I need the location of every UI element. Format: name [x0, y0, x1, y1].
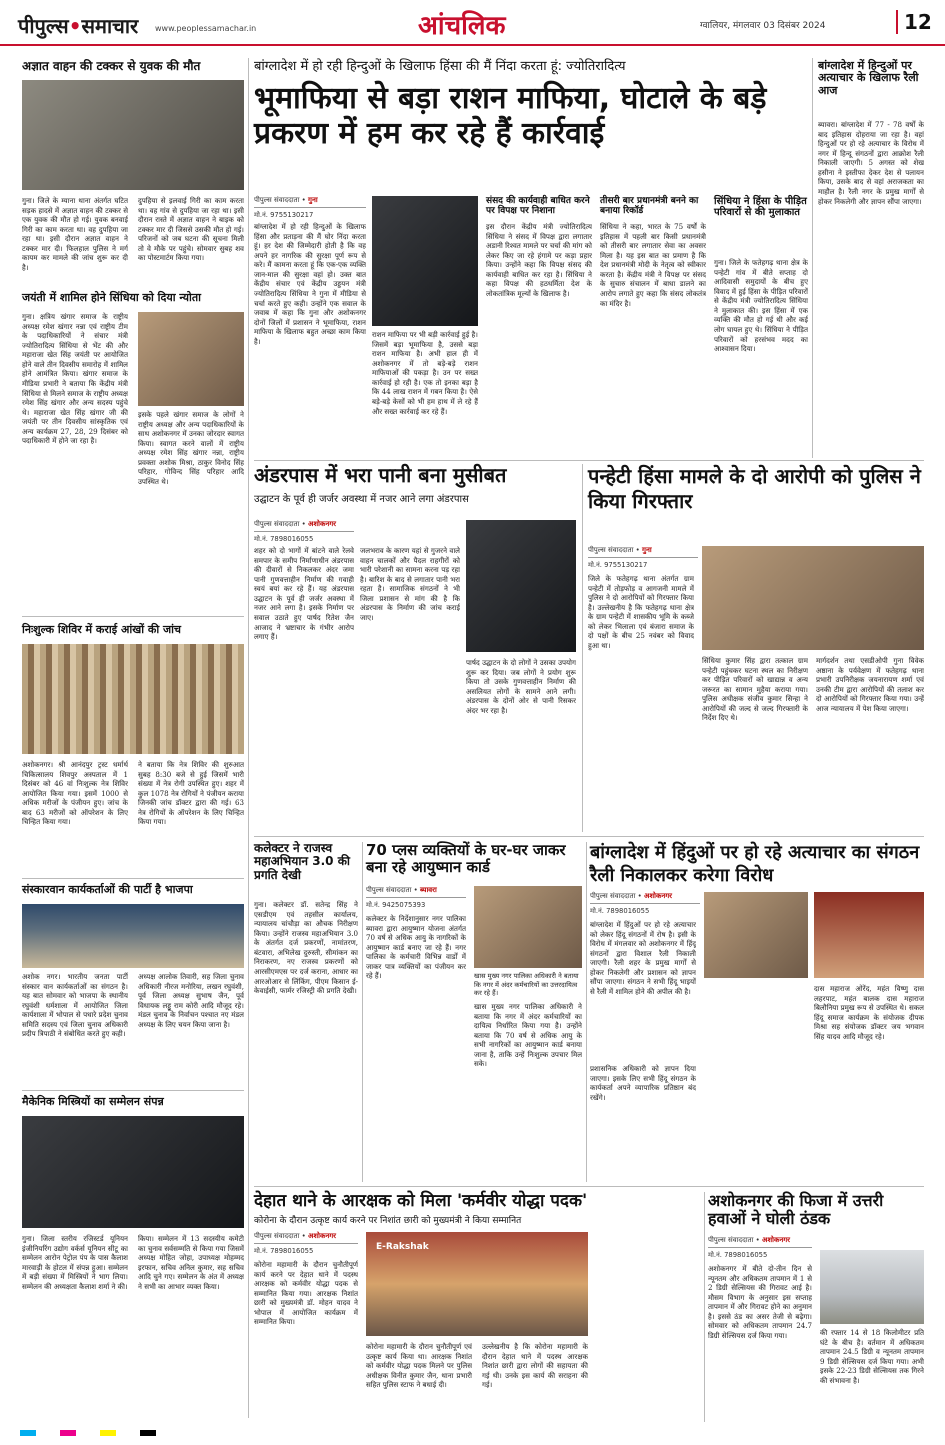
underpass-body-2: जलभराव के कारण यहां से गुजरने वाले वाहन चालकों और पैदल राहगीरों को भारी परेशानी का सामना करना पड़ रहा है। बारिश के बाद से लगातार पानी भरा रहता है। सामाजिक संगठनों ने भी जिला प्रशासन से मांग की है कि अंडरपास के निर्माण की जांच कराई जाए। — [360, 546, 460, 622]
r1-headline: बांग्लादेश में हिन्दुओं पर अत्याचार के खिलाफ रैली आज — [818, 59, 919, 97]
column-rule — [812, 58, 813, 458]
arrest-photo — [702, 546, 924, 650]
divider — [22, 878, 244, 879]
divider — [254, 1186, 924, 1187]
ayushman-photo — [474, 886, 582, 968]
ayushman-article — [366, 842, 582, 1182]
byline-text: पीपुल्स संवाददाता — [590, 892, 636, 900]
right-column-top — [818, 58, 924, 458]
swatch — [100, 1430, 116, 1436]
divider — [22, 1090, 244, 1091]
swatch — [60, 1430, 76, 1436]
cold-body-2: की रफ्तार 14 से 18 किलोमीटर प्रति घंटे के बीच है। वर्तमान में अधिकतम तापमान 24.5 डिग्री व न्यूनतम तापमान 9 डिग्री सेल्सियस दर्ज किया गया। अभी इसके 22-23 डिग्री सेल्सियस तक गिरने की संभावना है। — [820, 1328, 924, 1385]
medal-photo — [366, 1232, 588, 1336]
a5-photo — [22, 1116, 244, 1228]
panheti-byline: पीपुल्स संवाददाता • गुना — [588, 546, 698, 558]
a1-body-2: दुपहिया से इलवाई गिरी का काम करता था। वह गांव से दुपहिया जा रहा था। इसी दौरान रास्ते में अज्ञात वाहन ने बाइक को टक्कर मार दी जिससे उसकी मौत हो गई। परिजनों को जब घटना की सूचना मिली तो वे मौके पर पहुंचे। सोमवार सुबह शव का पोस्टमार्टम किया गया। — [138, 196, 244, 263]
underpass-body-3: पार्षद उद्घाटन के दो लोगों ने उसका उपयोग शुरू कर दिया। जब लोगों ने प्रयोग शुरू किया तो उसके गुणवत्ताहीन निर्माण की असलियत लोगों के सामने आने लगी। अंडरपास के दोनों ओर से पानी रिसकर अंदर भर रहा है। — [466, 658, 576, 715]
logo-right: समाचार — [81, 14, 139, 38]
swatch — [20, 1430, 36, 1436]
byline-text: पीपुल्स संवाददाता — [254, 196, 300, 204]
column-rule — [582, 464, 583, 832]
a5-headline: मैकेनिक मिस्त्रियों का सम्मेलन संपन्न — [22, 1095, 164, 1108]
sub2-headline: तीसरी बार प्रधानमंत्री बनने का बनाया रिकॉर्ड — [600, 196, 699, 217]
column-rule — [362, 842, 363, 1182]
byline-place: गुना — [308, 196, 318, 204]
website[interactable]: www.peoplessamachar.in — [155, 24, 257, 33]
a5-body-2: किया। सम्मेलन में 13 सदस्यीय कमेटी का चुनाव सर्वसम्मति से किया गया जिसमें अध्यक्ष मोहित जोहा, उपाध्यक्ष मोहम्मद इरफान, सचिव अनिल कुमार, सह सचिव आदि चुने गए। सम्मेलन के अंत में अध्यक्ष ने सभी का आभार व्यक्त किया। — [138, 1234, 244, 1291]
medal-body-2: कोरोना महामारी के दौरान चुनौतीपूर्ण एवं उत्कृष्ट कार्य किया था। आरक्षक निशांत को कर्मवीर योद्धा पदक मिलने पर पुलिस अधीक्षक विनीत कुमार जैन, थाना प्रभारी सहित पुलिस स्टाफ ने बधाई दी। — [366, 1342, 472, 1390]
underpass-mobile: मो.नं. 7898016055 — [254, 535, 314, 543]
ayushman-caption: खास मुख्य नगर पालिका अधिकारी ने बताया कि नगर में अंदर कर्मचारियों का उत्तरदायित्व कर रहे हैं। — [474, 972, 579, 998]
divider — [22, 616, 244, 617]
panheti-body-1: जिले के फतेहगढ़ थाना अंतर्गत ग्राम पन्हेटी में तोड़फोड़ व आगजनी मामले में पुलिस ने दो आरोपियों को गिरफ्तार किया है। उल्लेखनीय है कि फतेहगढ़ थाना क्षेत्र के ग्राम पन्हेटी में शासकीय भूमि के कब्जे को लेकर भिलाला एवं बंजारा समाज के दो पक्षों के बीच 25 नवंबर को विवाद हुआ था। — [588, 574, 694, 650]
byline-text: पीपुल्स संवाददाता — [254, 1232, 300, 1240]
a2-body: गुना। क्षत्रिय खंगार समाज के राष्ट्रीय अध्यक्ष रमेश खंगार नन्ना एवं राष्ट्रीय टीम के पदाधिकारियों ने संचार मंत्री ज्योतिरादित्य सिंधिया से भेंट की और महाराजा खेत सिंह जयंती पर आयोजित होने वाले तीन दिवसीय समारोह में शामिल होने आमंत्रित किया। खंगार समाज के मीडिया प्रभारी ने बताया कि केंद्रीय मंत्री सिंधिया से मिलने समाज के राष्ट्रीय अध्यक्ष रमेश सिंह खंगार और अन्य सदस्य पहुंचे थे। महाराजा खेत सिंह खंगार जी की जयंती पर तीन दिवसीय सांस्कृतिक एवं अन्य कार्यक्रम 27, 28, 29 दिसंबर को पदाधिकारी में होने जा रहा है। — [22, 312, 128, 446]
r2-headline: सिंधिया ने हिंसा के पीड़ित परिवारों से की मुलाकात — [714, 196, 807, 219]
rally-body-3: दास महाराज ओरेंद, महंत विष्णु दास लहरपाट, महंत बालक दास महाराज बिलौनिया प्रमुख रूप से उपस्थित थे। सकल हिंदू समाज कार्यक्रम के संयोजक दीपक मिश्रा सह संयोजक डॉक्टर जय भगवान सिंह यादव आदि मौजूद रहे। — [814, 984, 924, 1041]
banner-headline: भूमाफिया से बड़ा राशन माफिया, घोटाले के बड़े प्रकरण में हम कर रहे हैं कार्रवाई — [254, 81, 767, 151]
byline-place: गुना — [642, 546, 652, 554]
left-column — [22, 58, 244, 1418]
column-rule — [704, 1192, 705, 1422]
rally-body-2: प्रशासनिक अधिकारी को ज्ञापन दिया जाएगा। इसके लिए सभी हिंदू संगठन के कार्यकर्ता अपने व्यापारिक प्रतिष्ठान बंद रखेंगे। — [590, 1064, 696, 1102]
sub1-body: इस दौरान केंद्रीय मंत्री ज्योतिरादित्य सिंधिया ने संसद में विपक्ष द्वारा लगातार अडानी रिश्वत मामले पर चर्चा की मांग को लेकर किए जा रहे हंगामे पर कड़ा प्रहार किया। उन्होंने कहा कि विपक्ष संसद की कार्यवाही बाधित कर रहा है। सिंधिया ने कहा विपक्ष की हठधर्मिता देश के लोकतांत्रिक मूल्यों के खिलाफ है। — [486, 222, 592, 298]
a1-photo — [22, 80, 244, 190]
byline-text: पीपुल्स संवाददाता — [254, 520, 300, 528]
ayushman-mobile: मो.नं. 9425075393 — [366, 901, 426, 909]
sub2-body: सिंधिया ने कहा, भारत के 75 वर्षों के इतिहास में पहली बार किसी प्रधानमंत्री को तीसरी बार लगातार सेवा का अवसर मिला है। यह इस बात का प्रमाण है कि देश प्रधानमंत्री मोदी के नेतृत्व को स्वीकार करता है। केंद्रीय मंत्री ने विपक्ष पर संसद के सुचारु संचालन में बाधा डालने का आरोप लगाते हुए कहा कि संसद लोकतंत्र का मंदिर है। — [600, 222, 706, 308]
medal-body-3: उल्लेखनीय है कि कोरोना महामारी के दौरान देहात थाने में पदस्थ आरक्षक निशांत छारी द्वारा लोगों की सहायता की गई थी। उनके इस कार्य की सराहना की गई। — [482, 1342, 588, 1390]
a4-photo — [22, 904, 244, 968]
panheti-mobile: मो.नं. 9755130217 — [588, 561, 648, 569]
collector-headline: कलेक्टर ने राजस्व महाअभियान 3.0 की प्रगति देखी — [254, 841, 351, 882]
banner-kicker: बांग्लादेश में हो रही हिन्दुओं के खिलाफ हिंसा की मैं निंदा करता हूं: ज्योतिरादित्य — [254, 59, 626, 74]
medal-byline: पीपुल्स संवाददाता • अशोकनगर — [254, 1232, 358, 1244]
underpass-headline: अंडरपास में भरा पानी बना मुसीबत — [254, 463, 507, 487]
banner-col1: बांग्लादेश में हो रही हिन्दुओं के खिलाफ हिंसा और प्रताड़ना की मैं घोर निंदा करता हूं। हर देश की जिम्मेदारी होती है कि वह अपने हर नागरिक की सुरक्षा पूर्ण रूप से करे। मैं कामना करता हूं कि एक-एक व्यक्ति जान-माल की सुरक्षा वहां हो। उक्त बात केंद्रीय संचार एवं केंद्रीय उड्डयन मंत्री ज्योतिरादित्य सिंधिया ने गुना में मीडिया से चर्चा करते हुए कही। उन्होंने एक सवाल के जवाब में कहा कि गुना और अशोकनगर दोनों जिलों में प्रशासन ने भूमाफिया, राशन माफिया के खिलाफ बहुत अच्छा काम किया है। — [254, 222, 366, 346]
ayushman-body-1: कलेक्टर के निर्देशानुसार नगर पालिका ब्यावरा द्वारा आयुष्मान योजना अंतर्गत 70 वर्ष से अधिक आयु के नागरिकों के आयुष्मान कार्ड बनाए जा रहे हैं। नगर पालिका के कर्मचारी विभिन्न वार्डों में जाकर पात्र व्यक्तियों का पंजीयन कर रहे हैं। — [366, 914, 466, 981]
a3-body-2: ने बताया कि नेत्र शिविर की शुरुआत सुबह 8:30 बजे से हुई जिसमें भारी संख्या में नेत्र रोगी उपस्थित हुए। शहर में कुल 1078 नेत्र रोगियों ने पंजीयन कराया जिनकी जांच डॉक्टर द्वारा की गई। 63 नेत्र रोगियों के ऑपरेशन के लिए चिन्हित किया गया। — [138, 760, 244, 827]
rally-body: बांग्लादेश में हिंदुओं पर हो रहे अत्याचार को लेकर हिंदू संगठनों में रोष है। इसी के विरोध में मंगलवार को अशोकनगर में हिंदू संगठनों द्वारा विशाल रैली निकाली जाएगी। रैली शहर के प्रमुख मार्गों से होकर निकलेगी और प्रशासन को ज्ञापन सौंपा जाएगा। संगठन ने सभी हिंदू भाइयों से रैली में शामिल होने की अपील की है। — [590, 920, 696, 996]
banner-mobile: मो.नं. 9755130217 — [254, 211, 314, 219]
cold-mobile: मो.नं. 7898016055 — [708, 1251, 768, 1259]
cold-article — [708, 1192, 924, 1422]
cold-byline: पीपुल्स संवाददाता • अशोकनगर — [708, 1236, 812, 1248]
dateline: ग्वालियर, मंगलवार 03 दिसंबर 2024 — [700, 21, 826, 31]
rally-photo-2 — [814, 892, 924, 978]
cold-headline: अशोकनगर की फिजा में उत्तरी हवाओं ने घोली ठंडक — [708, 1191, 884, 1228]
underpass-photo — [466, 520, 576, 652]
logo-left: पीपुल्स — [18, 14, 69, 38]
medal-article — [254, 1192, 706, 1422]
a2-caption: इसके पहले खंगार समाज के लोगों ने राष्ट्रीय अध्यक्ष और अन्य पदाधिकारियों के साथ अशोकनगर में उनका जोरदार स्वागत किया। स्वागत करने वालों में राष्ट्रीय अध्यक्ष रमेश सिंह खंगार नन्ना, राष्ट्रीय प्रवक्ता अशोक मिश्रा, ठाकुर विनोद सिंह परिहार, गोविन्द सिंह परिहार आदि उपस्थित थे। — [138, 410, 244, 486]
a1-headline: अज्ञात वाहन की टक्कर से युवक की मौत — [22, 59, 201, 73]
collector-article — [254, 842, 358, 1182]
byline-place: अशोकनगर — [762, 1236, 791, 1244]
divider — [254, 460, 924, 461]
column-rule — [586, 842, 587, 1182]
panheti-body-2: सिंधिया कुमार सिंह द्वारा तत्काल ग्राम पन्हेटी पहुंचकर घटना स्थल का निरीक्षण कर पीड़ित परिवारों को खाद्यान्न व अन्य जरूरत का सामान मुहैया कराया गया। पुलिस अधीक्षक संजीव कुमार सिन्हा ने आरोपियों की जल्द से जल्द गिरफ्तारी के निर्देश दिए थे। — [702, 656, 808, 723]
sub1-headline: संसद की कार्यवाही बाधित करने पर विपक्ष पर निशाना — [486, 196, 590, 217]
medal-sub: कोरोना के दौरान उत्कृष्ट कार्य करने पर निशांत छारी को मुख्यमंत्री ने किया सम्मानित — [254, 1216, 522, 1226]
swatch — [140, 1430, 156, 1436]
underpass-body-1: शहर को दो भागों में बांटने वाले रेलवे समपार के समीप निर्माणाधीन अंडरपास की दीवारों से निकलकर अंदर जमा पानी गुणवत्ताहीन निर्माण की गवाही स्वयं बयां कर रहे हैं। यह अंडरपास उद्घाटन के पूर्व ही जर्जर अवस्था में नजर आने लगा है। इसके निर्माण पर सवाल उठाते हुए पार्षद रितेश जैन आजाद ने भ्रष्टाचार के गंभीर आरोप लगाए हैं। — [254, 546, 354, 642]
cold-photo — [820, 1250, 924, 1324]
a3-headline: निःशुल्क शिविर में कराई आंखों की जांच — [22, 623, 181, 636]
a5-body: गुना। जिला स्तरीय रजिस्टर्ड यूनियन इंजीनियरिंग उद्योग वर्कर्स यूनियन सीटू का सम्मेलन आरोन पेट्रोल पंप के पास कैलाश मारवाड़ी के होटल में संपन्न हुआ। सम्मेलन में बड़ी संख्या में मिस्त्रियों ने भाग लिया। सम्मेलन की अध्यक्षता कैलाश शर्मा ने की। — [22, 1234, 128, 1291]
underpass-sub: उद्घाटन के पूर्व ही जर्जर अवस्था में नजर आने लगा अंडरपास — [254, 494, 469, 505]
minister-photo — [372, 196, 478, 326]
a3-body: अशोकनगर। श्री आनंदपुर ट्रस्ट धर्मार्थ चिकित्सालय शिवपुर अस्पताल में 1 दिसंबर को 46 वां निःशुल्क नेत्र शिविर आयोजित किया गया। इसमें 1000 से अधिक मरीजों के पंजीयन हुए। जांच के बाद 63 मरीजों को ऑपरेशन के लिए चिन्हित किया गया। — [22, 760, 128, 827]
medal-headline: देहात थाने के आरक्षक को मिला 'कर्मवीर योद्धा पदक' — [254, 1191, 588, 1211]
rally-photo-1 — [704, 892, 808, 978]
a4-body-2: अध्यक्ष आलोक तिवारी, सह जिला चुनाव अधिकारी नीरज मनोरिया, लखन रघुवंशी, पूर्व जिला अध्यक्ष सुभाष जैन, पूर्व विधायक लड्डू राम कोरी आदि मौजूद रहे। मंडल चुनाव के निर्वाचन पश्चात नए मंडल अध्यक्ष के लिए चयन किया जाना है। — [138, 972, 244, 1029]
collector-body: गुना। कलेक्टर डॉ. सतेन्द्र सिंह ने एसडीएम एवं तहसील कार्यालय, न्यायालय चांचौड़ा का औचक निरीक्षण किया। उन्होंने राजस्व महाअभियान 3.0 के अंतर्गत दर्ज प्रकरणों, नामांतरण, बंटवारा, अभिलेख दुरुस्ती, सीमांकन का निराकरण, नए राजस्व प्रकरणों को आरसीएमएस पर दर्ज कराना, आधार का आरओआर से लिंकिंग, पीएम किसान ई-केवाईसी, फार्मर रजिस्ट्री की प्रगति देखी। — [254, 900, 358, 996]
r2-body: गुना। जिले के फतेहगढ़ थाना क्षेत्र के पन्हेटी गांव में बीते सप्ताह दो आदिवासी समुदायों के बीच हुए विवाद में हुई हिंसा के पीड़ित परिवारों से केंद्रीय मंत्री ज्योतिरादित्य सिंधिया ने मुलाकात की। इस हिंसा में एक व्यक्ति की मौत हो गई थी और कई लोग घायल हुए थे। सिंधिया ने पीड़ित परिवारों को हरसंभव मदद का आश्वासन दिया। — [714, 258, 808, 354]
rally-byline: पीपुल्स संवाददाता • अशोकनगर — [590, 892, 700, 904]
a2-headline: जयंती में शामिल होने सिंधिया को दिया न्योता — [22, 291, 201, 304]
ayushman-body-2: खास मुख्य नगर पालिका अधिकारी ने बताया कि नगर में अंदर कर्मचारियों का दायित्व निर्धारित किया गया है। उन्होंने बताया कि 70 वर्ष से अधिक आयु के सभी नागरिकों का आयुष्मान कार्ड बनाया जाना है, ताकि उन्हें निःशुल्क उपचार मिल सके। — [474, 1002, 582, 1069]
column-rule — [248, 58, 249, 1418]
masthead — [0, 0, 945, 46]
byline-place: ब्यावरा — [420, 886, 437, 894]
a1-body: गुना। जिले के म्याना थाना अंतर्गत घटित सड़क हादसे में अज्ञात वाहन की टक्कर से एक युवक की मौत हो गई। युवक बनवाई गिरी का काम करता था। वह दुपहिया जा रहा था। इसी दौरान अज्ञात वाहन ने टक्कर मार दी। फिलहाल पुलिस ने मर्ग कायम कर मामले की जांच शुरू कर दी है। — [22, 196, 128, 272]
divider — [254, 836, 924, 837]
page-number: 12 — [896, 10, 932, 34]
a3-photo — [22, 644, 244, 754]
rally-headline: बांग्लादेश में हिंदुओं पर हो रहे अत्याचार का संगठन रैली निकालकर करेगा विरोध — [590, 842, 920, 886]
byline-place: अशोकनगर — [308, 1232, 337, 1240]
byline-place: अशोकनगर — [308, 520, 337, 528]
underpass-byline: पीपुल्स संवाददाता • अशोकनगर — [254, 520, 354, 532]
underpass-article — [254, 464, 576, 832]
logo — [18, 12, 138, 39]
cold-body: अशोकनगर में बीते दो-तीन दिन से न्यूनतम और अधिकतम तापमान में 1 से 2 डिग्री सेल्सियस की गिरावट आई है। मौसम विभाग के अनुसार इस सप्ताह तापमान में और गिरावट होने का अनुमान है। इससे ठंड का असर तेजी से बढ़ेगा। सोमवार को अधिकतम तापमान 24.7 डिग्री सेल्सियस दर्ज किया गया। — [708, 1264, 812, 1340]
ayushman-byline: पीपुल्स संवाददाता • ब्यावरा — [366, 886, 466, 898]
r1-body: ब्यावरा। बांग्लादेश में 77 - 78 वर्षों के बाद इतिहास दोहराया जा रहा है। वहां हिन्दुओं पर हो रहे अत्याचार के विरोध में नगर में हिन्दू संगठनों द्वारा आक्रोश रैली निकाली जाएगी। 5 अगस्त को शेख हसीना ने इस्तीफा देकर देश से पलायन किया, उसके बाद से वहां अराजकता का माहौल है। रैली नगर के प्रमुख मार्गों से होकर निकलेगी और ज्ञापन सौंपा जाएगा। — [818, 120, 924, 206]
banner-byline: पीपुल्स संवाददाता • गुना — [254, 196, 366, 208]
ayushman-headline: 70 प्लस व्यक्तियों के घर-घर जाकर बना रहे आयुष्मान कार्ड — [366, 841, 566, 876]
rally-mobile: मो.नं. 7898016055 — [590, 907, 650, 915]
medal-body-1: कोरोना महामारी के दौरान चुनौतीपूर्ण कार्य करने पर देहात थाने में पदस्थ आरक्षक को कर्मवीर योद्धा पदक से सम्मानित किया गया। आरक्षक निशांत छारी को मुख्यमंत्री डॉ. मोहन यादव ने भोपाल में आयोजित कार्यक्रम में सम्मानित किया। — [254, 1260, 358, 1327]
banner-col2: राशन माफिया पर भी बड़ी कार्रवाई हुई है। जिसमें बड़ा भूमाफिया है, उससे बड़ा राशन माफिया है। अभी हाल ही में अशोकनगर में तो बड़े-बड़े राशन माफियाओं की पकड़ा है। उन पर सख्त कार्रवाई हो रही है। एक तो इनका बड़ा है कि 44 लाख राशन में गबन किया है। ऐसे बड़े-बड़े केसों को भी हम हाथ में ले रहे हैं और सख्त कार्रवाई कर रहे हैं। — [372, 330, 478, 416]
byline-text: पीपुल्स संवाददाता — [708, 1236, 754, 1244]
photo-text: E-Rakshak — [376, 1242, 429, 1252]
a2-photo — [138, 312, 244, 406]
rally-article — [590, 842, 924, 1182]
a4-body: अशोक नगर। भारतीय जनता पार्टी संस्कार वान कार्यकर्ताओं का संगठन है। यह बात सोमवार को भाजपा के स्थानीय रघुवंशी धर्मशाला में आयोजित जिला कार्यशाला में भोपाल से पधारे प्रदेश चुनाव समिति सदस्य एवं जिला चुनाव अधिकारी प्रदीप त्रिपाठी ने संबोधित करते हुए कही। — [22, 972, 128, 1039]
panheti-body-3: मार्गदर्शन तथा एसडीओपी गुना विवेक अष्ठाना के पर्यवेक्षण में फतेहगढ़ थाना प्रभारी उपनिरीक्षक जयनारायण शर्मा एवं उनकी टीम द्वारा आरोपियों की तलाश कर दो आरोपियों को गिरफ्तार किया गया। उन्हें आज न्यायालय में पेश किया जाएगा। — [816, 656, 924, 713]
panheti-headline: पन्हेटी हिंसा मामले के दो आरोपी को पुलिस ने किया गिरफ्तार — [588, 464, 921, 513]
registration-bar — [0, 1430, 945, 1436]
panheti-article — [588, 464, 924, 832]
logo-dot: • — [68, 14, 82, 38]
a4-headline: संस्कारवान कार्यकर्ताओं की पार्टी है भाजपा — [22, 883, 193, 896]
section-title: आंचलिक — [418, 11, 506, 41]
byline-text: पीपुल्स संवाददाता — [588, 546, 634, 554]
byline-text: पीपुल्स संवाददाता — [366, 886, 412, 894]
top-banner — [254, 58, 808, 456]
medal-mobile: मो.नं. 7898016055 — [254, 1247, 314, 1255]
byline-place: अशोकनगर — [644, 892, 673, 900]
